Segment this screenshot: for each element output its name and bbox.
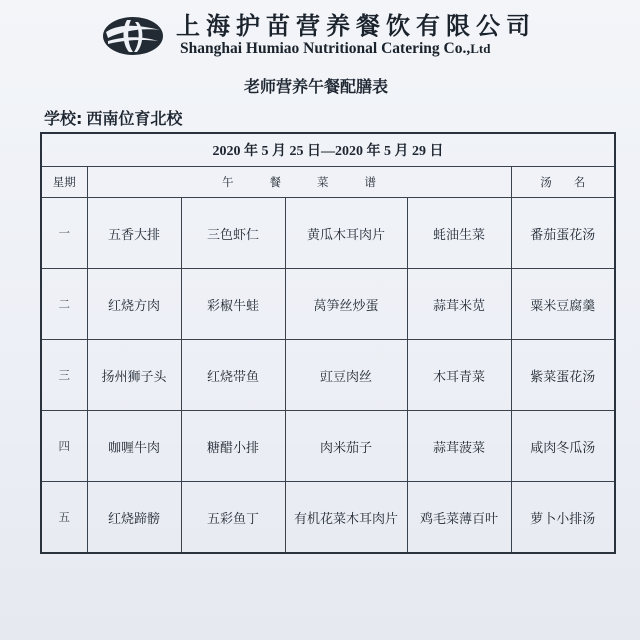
- header-menu: 午餐菜谱: [87, 167, 511, 198]
- header-soup: 汤名: [511, 167, 615, 198]
- dish-cell: 肉米茄子: [285, 411, 407, 482]
- school-line: [44, 106, 304, 129]
- dish-cell: 红烧蹄髈: [87, 482, 181, 554]
- day-cell: 三: [41, 340, 87, 411]
- table-row: [41, 482, 615, 554]
- header-day: 星期: [41, 167, 87, 198]
- soup-cell: 咸肉冬瓜汤: [511, 411, 615, 482]
- soup-cell: 番茄蛋花汤: [511, 198, 615, 269]
- dish-cell: 咖喱牛肉: [87, 411, 181, 482]
- date-range: 2020 年 5 月 25 日—2020 年 5 月 29 日: [41, 133, 615, 167]
- dish-cell: 红烧带鱼: [181, 340, 285, 411]
- document-title: 老师营养午餐配膳表: [244, 77, 389, 96]
- day-cell: 五: [41, 482, 87, 554]
- company-logo: [100, 14, 166, 58]
- school-name: 西南位育北校: [86, 109, 183, 128]
- dish-cell: 红烧方肉: [87, 269, 181, 340]
- dish-cell: 木耳青菜: [407, 340, 511, 411]
- dish-cell: 糖醋小排: [181, 411, 285, 482]
- dish-cell: 蒜茸米苋: [407, 269, 511, 340]
- soup-cell: 粟米豆腐羹: [511, 269, 615, 340]
- dish-cell: 扬州狮子头: [87, 340, 181, 411]
- company-name-cn: 上海护苗营养餐饮有限公司: [176, 12, 536, 40]
- school-label: 学校:: [44, 109, 83, 128]
- soup-cell: 紫菜蛋花汤: [511, 340, 615, 411]
- day-cell: 二: [41, 269, 87, 340]
- table-row: [41, 198, 615, 269]
- table-row: [41, 340, 615, 411]
- dish-cell: 鸡毛菜薄百叶: [407, 482, 511, 554]
- dish-cell: 蒜茸菠菜: [407, 411, 511, 482]
- company-name-en-main: Shanghai Humiao Nutritional Catering Co.,: [180, 40, 471, 57]
- dish-cell: 五香大排: [87, 198, 181, 269]
- company-name-en: [180, 40, 560, 58]
- dish-cell: 有机花菜木耳肉片: [285, 482, 407, 554]
- table-row: [41, 411, 615, 482]
- table-row: [41, 269, 615, 340]
- soup-cell: 萝卜小排汤: [511, 482, 615, 554]
- dish-cell: 黄瓜木耳肉片: [285, 198, 407, 269]
- lunch-menu-table: [40, 132, 616, 554]
- dish-cell: 蚝油生菜: [407, 198, 511, 269]
- dish-cell: 莴笋丝炒蛋: [285, 269, 407, 340]
- company-name-en-suffix: Ltd: [470, 41, 491, 56]
- dish-cell: 豇豆肉丝: [285, 340, 407, 411]
- day-cell: 四: [41, 411, 87, 482]
- dish-cell: 五彩鱼丁: [181, 482, 285, 554]
- dish-cell: 彩椒牛蛙: [181, 269, 285, 340]
- dish-cell: 三色虾仁: [181, 198, 285, 269]
- day-cell: 一: [41, 198, 87, 269]
